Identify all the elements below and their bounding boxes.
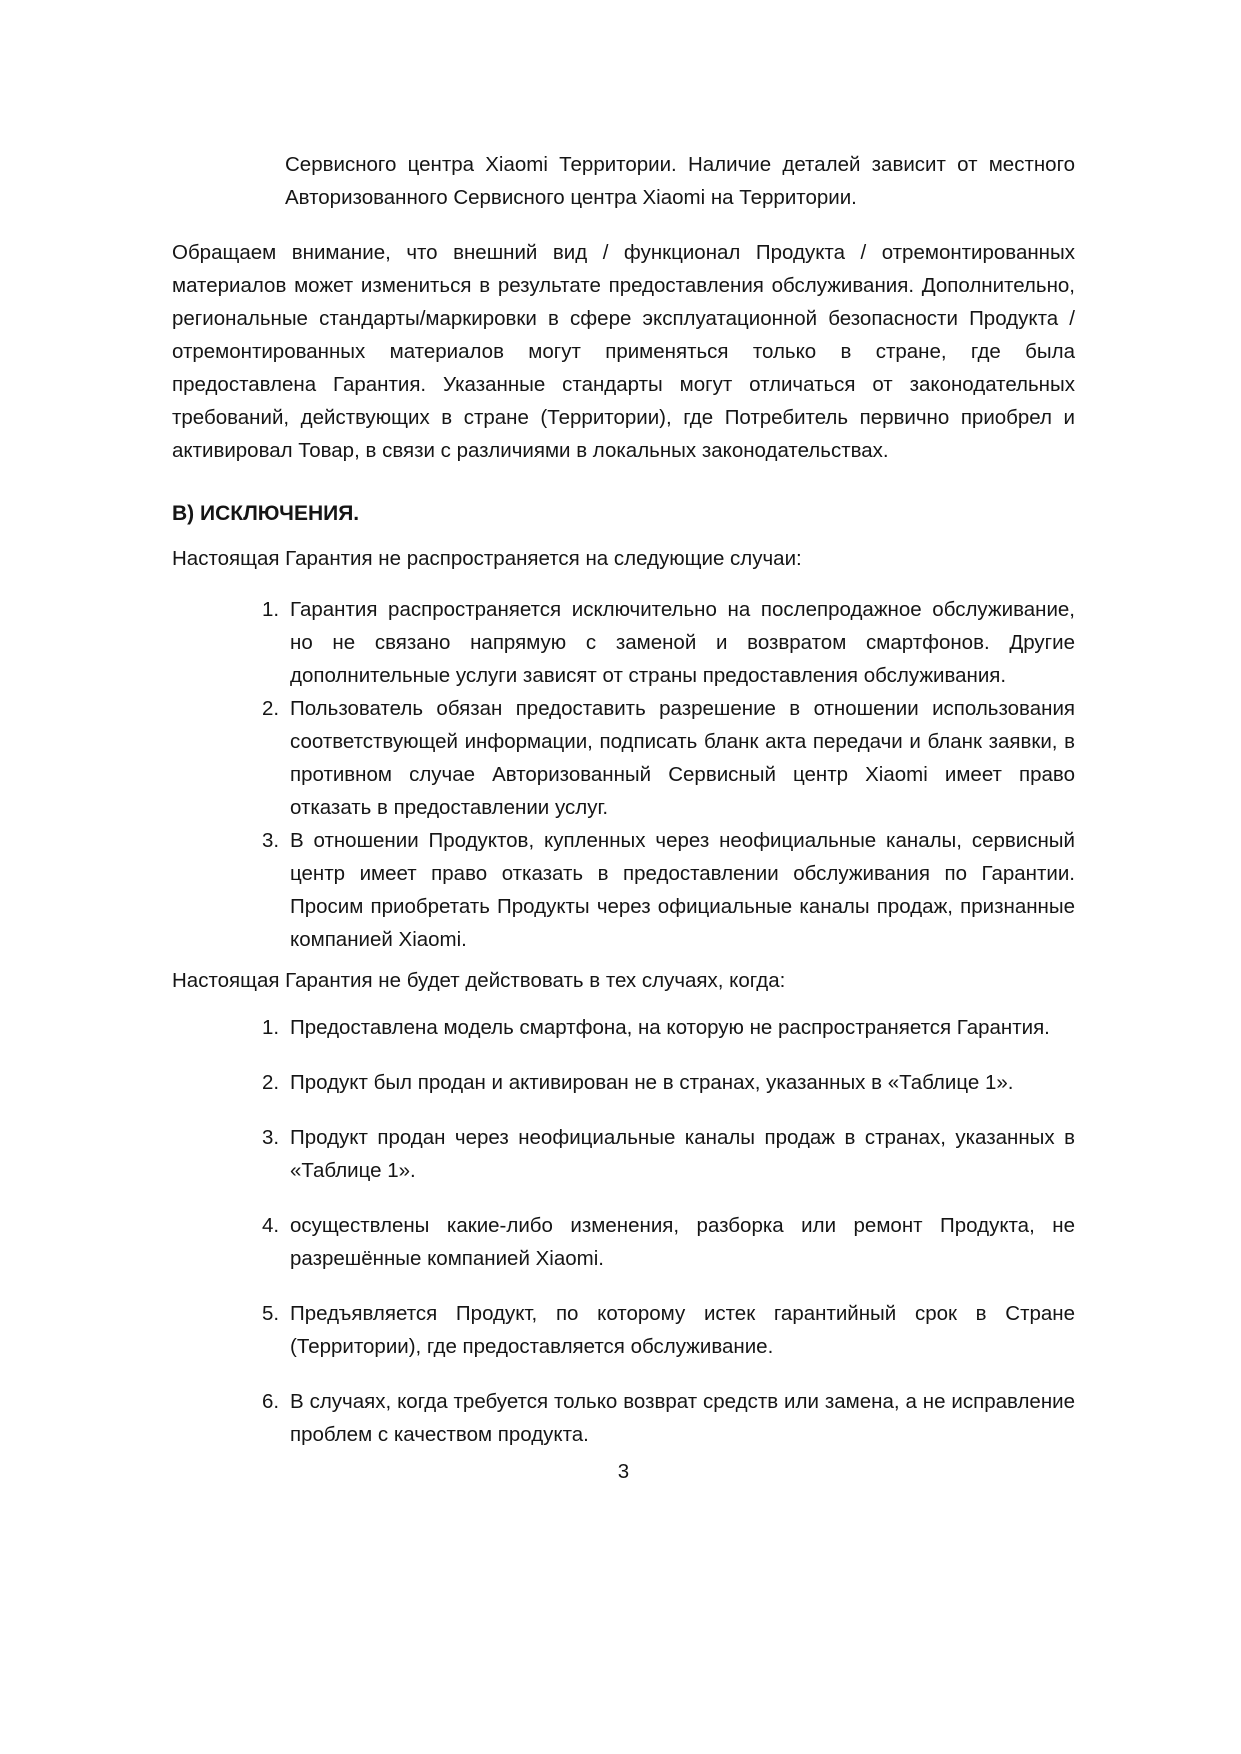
paragraph-notice: Обращаем внимание, что внешний вид / функционал Продукта / отремонтированных материалов может измениться в результате предоставления обслуживания. Дополнительно, региональные стандарты/маркировки в сфере эксплуатационной безопасности Продукта / отремонтированных материалов могут применяться только в стране, где была предоставлена Гарантия. Указанные стандарты могут отличаться от законодательных требований, действующих в стране (Территории), где Потребитель первично приобрел и активировал Товар, в связи с различиями в локальных законодательствах.	[172, 241, 1075, 462]
list-item: Предоставлена модель смартфона, на которую не распространяется Гарантия.	[290, 1016, 1050, 1039]
exclusions-intro: Настоящая Гарантия не распространяется на следующие случаи:	[172, 547, 802, 570]
list-item: Пользователь обязан предоставить разрешение в отношении использования соответствующей информации, подписать бланк акта передачи и бланк заявки, в противном случае Авторизованный Сервисный центр Xiaomi имеет право отказать в предоставлении услуг.	[290, 697, 1075, 819]
list-item: Продукт продан через неофициальные каналы продаж в странах, указанных в «Таблице 1».	[290, 1126, 1075, 1182]
exclusions-list	[172, 593, 1075, 956]
paragraph-continuation: Сервисного центра Xiaomi Территории. Наличие деталей зависит от местного Авторизованного Сервисного центра Xiaomi на Территории.	[285, 153, 1075, 209]
list-item: Предъявляется Продукт, по которому истек гарантийный срок в Стране (Территории), где предоставляется обслуживание.	[290, 1302, 1075, 1358]
invalid-cases-list	[172, 1011, 1075, 1451]
invalid-cases-intro: Настоящая Гарантия не будет действовать в тех случаях, когда:	[172, 969, 786, 992]
section-heading-exclusions: В) ИСКЛЮЧЕНИЯ.	[172, 502, 360, 525]
list-item: осуществлены какие-либо изменения, разборка или ремонт Продукта, не разрешённые компанией Xiaomi.	[290, 1214, 1075, 1270]
page-content	[172, 148, 1075, 1488]
list-item: В отношении Продуктов, купленных через неофициальные каналы, сервисный центр имеет право отказать в предоставлении обслуживания по Гарантии. Просим приобретать Продукты через официальные каналы продаж, признанные компанией Xiaomi.	[290, 829, 1075, 951]
list-item: В случаях, когда требуется только возврат средств или замена, а не исправление проблем с качеством продукта.	[290, 1390, 1075, 1446]
page-number: 3	[617, 1460, 630, 1483]
list-item: Гарантия распространяется исключительно на послепродажное обслуживание, но не связано напрямую с заменой и возвратом смартфонов. Другие дополнительные услуги зависят от страны предоставления обслуживания.	[290, 598, 1075, 687]
list-item: Продукт был продан и активирован не в странах, указанных в «Таблице 1».	[290, 1071, 1014, 1094]
